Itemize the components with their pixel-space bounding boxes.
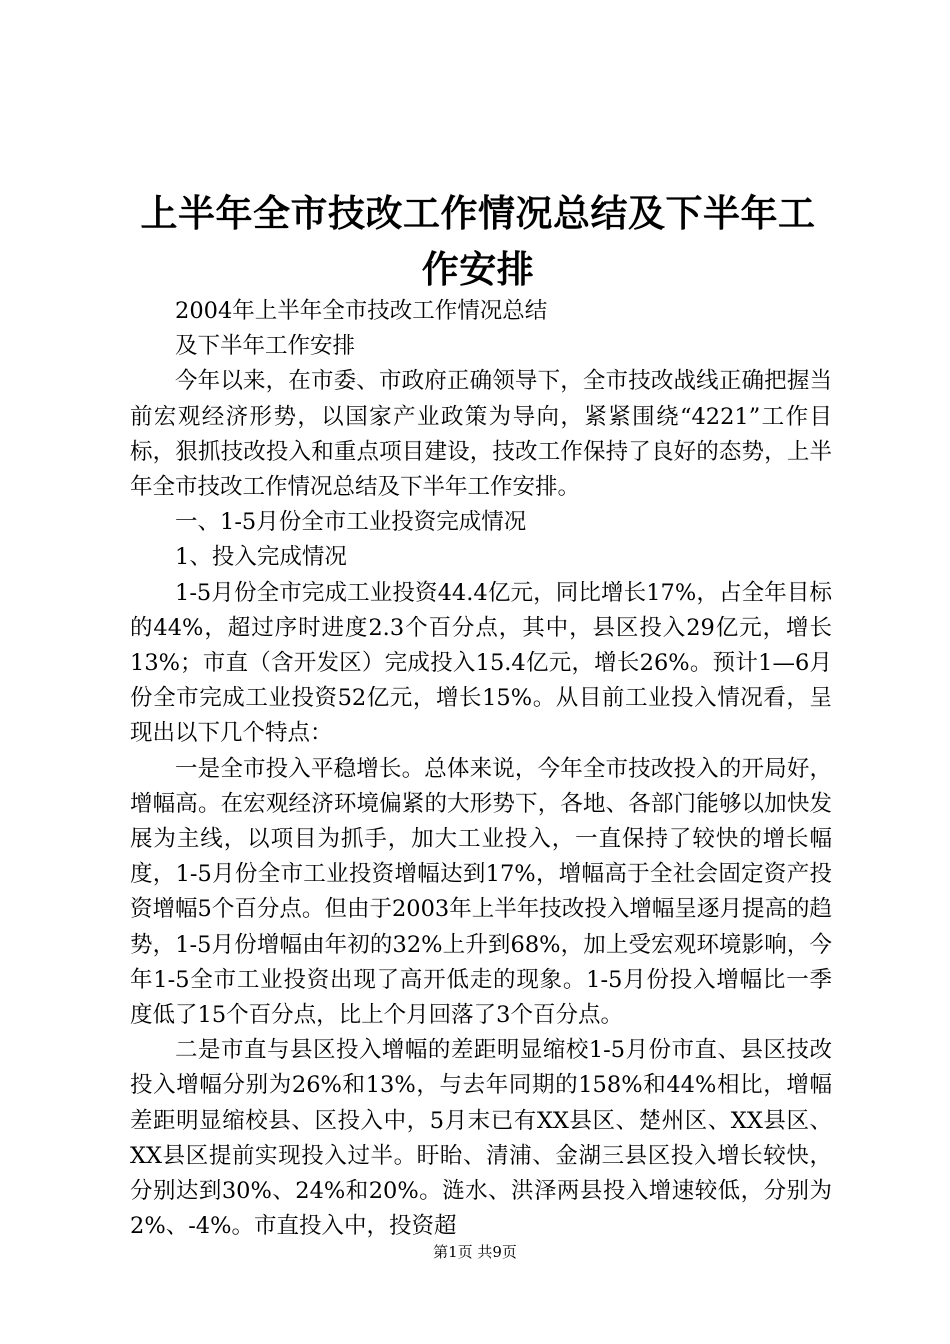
body-paragraph: 二是市直与县区投入增幅的差距明显缩校1-5月份市直、县区技改投入增幅分别为26%和13%，与去年同期的158%和44%相比，增幅差距明显缩校县、区投入中，5月末已有XX县区、楚州区、XX县区、XX县区提前实现投入过半。盱眙、清浦、金湖三县区投入增长较快，分别达到30%、24%和20%。涟水、洪泽两县投入增速较低，分别为2%、-4%。市直投入中，投资超 [130,1037,832,1240]
subsection-heading: 1、投入完成情况 [175,544,347,571]
intro-paragraph: 今年以来，在市委、市政府正确领导下，全市技改战线正确把握当前宏观经济形势，以国家产业政策为导向，紧紧围绕“4221”工作目标，狠抓技改投入和重点项目建设，技改工作保持了良好的态势，上半年全市技改工作情况总结及下半年工作安排。 [130,368,832,501]
subtitle-line-1: 2004年上半年全市技改工作情况总结 [175,298,548,324]
document-title: 上半年全市技改工作情况总结及下半年工作安排 [140,192,816,291]
body-paragraph: 一是全市投入平稳增长。总体来说，今年全市技改投入的开局好，增幅高。在宏观经济环境偏紧的大形势下，各地、各部门能够以加快发展为主线，以项目为抓手，加大工业投入，一直保持了较快的增长幅度，1-5月份全市工业投资增幅达到17%，增幅高于全社会固定资产投资增幅5个百分点。但由于2003年上半年技改投入增幅呈逐月提高的趋势，1-5月份增幅由年初的32%上升到68%，加上受宏观环境影响，今年1-5全市工业投资出现了高开低走的现象。1-5月份投入增幅比一季度低了15个百分点，比上个月回落了3个百分点。 [130,755,832,1029]
subtitle-line-2: 及下半年工作安排 [175,333,356,360]
page-number-footer: 第1页 共9页 [433,1243,517,1261]
body-paragraph: 1-5月份全市完成工业投资44.4亿元，同比增长17%，占全年目标的44%，超过序时进度2.3个百分点，其中，县区投入29亿元，增长13%；市直（含开发区）完成投入15.4亿元，增长26%。预计1—6月份全市完成工业投资52亿元，增长15%。从目前工业投入情况看，呈现出以下几个特点： [130,579,832,747]
document-body [130,294,832,1244]
section-heading: 一、1-5月份全市工业投资完成情况 [175,509,527,536]
